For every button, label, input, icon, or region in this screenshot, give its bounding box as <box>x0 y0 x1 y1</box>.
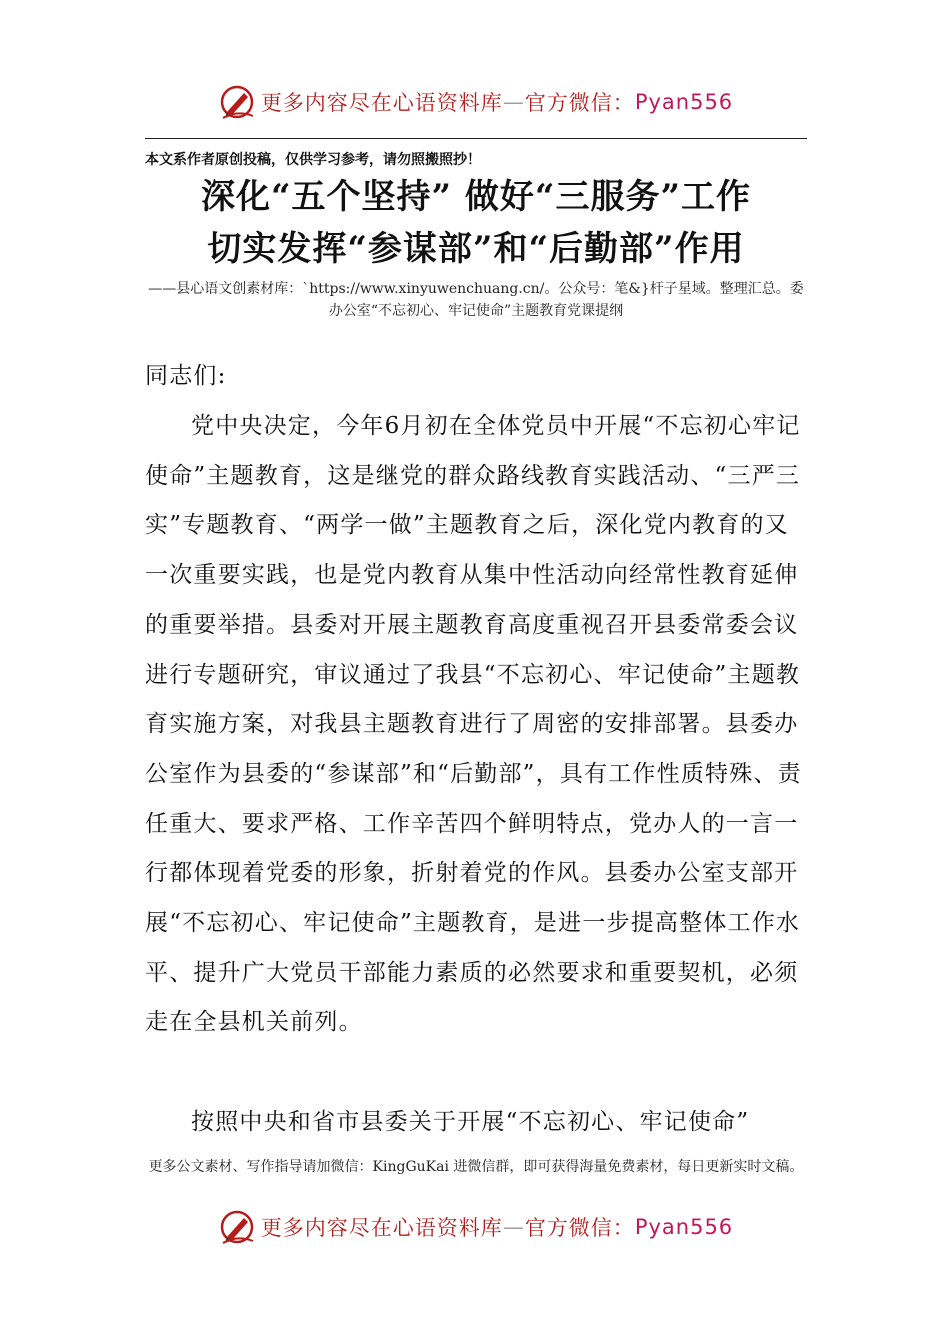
banner-wechat-id: Pyan556 <box>634 90 734 114</box>
banner-label: 官方微信： <box>524 91 635 115</box>
title-line-1: 深化“五个坚持” 做好“三服务”工作 <box>200 177 752 217</box>
banner-dash: — <box>502 90 525 114</box>
pen-logo-icon <box>217 1207 257 1247</box>
banner-wechat-id: Pyan556 <box>634 1215 734 1239</box>
copyright-notice: 本文系作者原创投稿，仅供学习参考，请勿照搬照抄！ <box>145 152 481 168</box>
banner-text: 更多内容尽在心语资料库 <box>260 91 503 115</box>
paragraph-1: 党中央决定，今年6月初在全体党员中开展“不忘初心牢记使命”主题教育，这是继党的群众路线教育实践活动、“三严三实”专题教育、“两学一做”主题教育之后，深化党内教育的又一次重要实践，也是党内教育从集中性活动向经常性教育延伸的重要举措。县委对开展主题教育高度重视召开县委常委会议进行专题研究，审议通过了我县“不忘初心、牢记使命”主题教育实施方案，对我县主题教育进行了周密的安排部署。县委办公室作为县委的“参谋部”和“后勤部”，具有工作性质特殊、责任重大、要求严格、工作辛苦四个鲜明特点，党办人的一言一行都体现着党委的形象，折射着党的作风。县委办公室支部开展“不忘初心、牢记使命”主题教育，是进一步提高整体工作水平、提升广大党员干部能力素质的必然要求和重要契机，必须走在全县机关前列。 <box>145 413 802 1036</box>
greeting: 同志们: <box>145 363 227 389</box>
banner-text: 更多内容尽在心语资料库 <box>260 1216 503 1240</box>
footer-banner <box>0 1205 950 1249</box>
banner-dash: — <box>502 1215 525 1239</box>
subtitle: ——县心语文创素材库：`https://www.xinyuwenchuang.cn/。公众号：笔&}杆子星域。整理汇总。委办公室“不忘初心、牢记使命”主题教育党课提纲 <box>148 281 804 319</box>
header-divider <box>145 138 807 139</box>
header-banner <box>0 80 950 124</box>
paragraph-2: 按照中央和省市县委关于开展“不忘初心、牢记使命” <box>191 1109 750 1135</box>
title-line-2: 切实发挥“参谋部”和“后勤部”作用 <box>207 229 745 269</box>
footer-note: 更多公文素材、写作指导请加微信：KingGuKai 进微信群，即可获得海量免费素材，每日更新实时文稿。 <box>148 1159 804 1175</box>
banner-label: 官方微信： <box>524 1216 635 1240</box>
pen-logo-icon <box>217 82 257 122</box>
